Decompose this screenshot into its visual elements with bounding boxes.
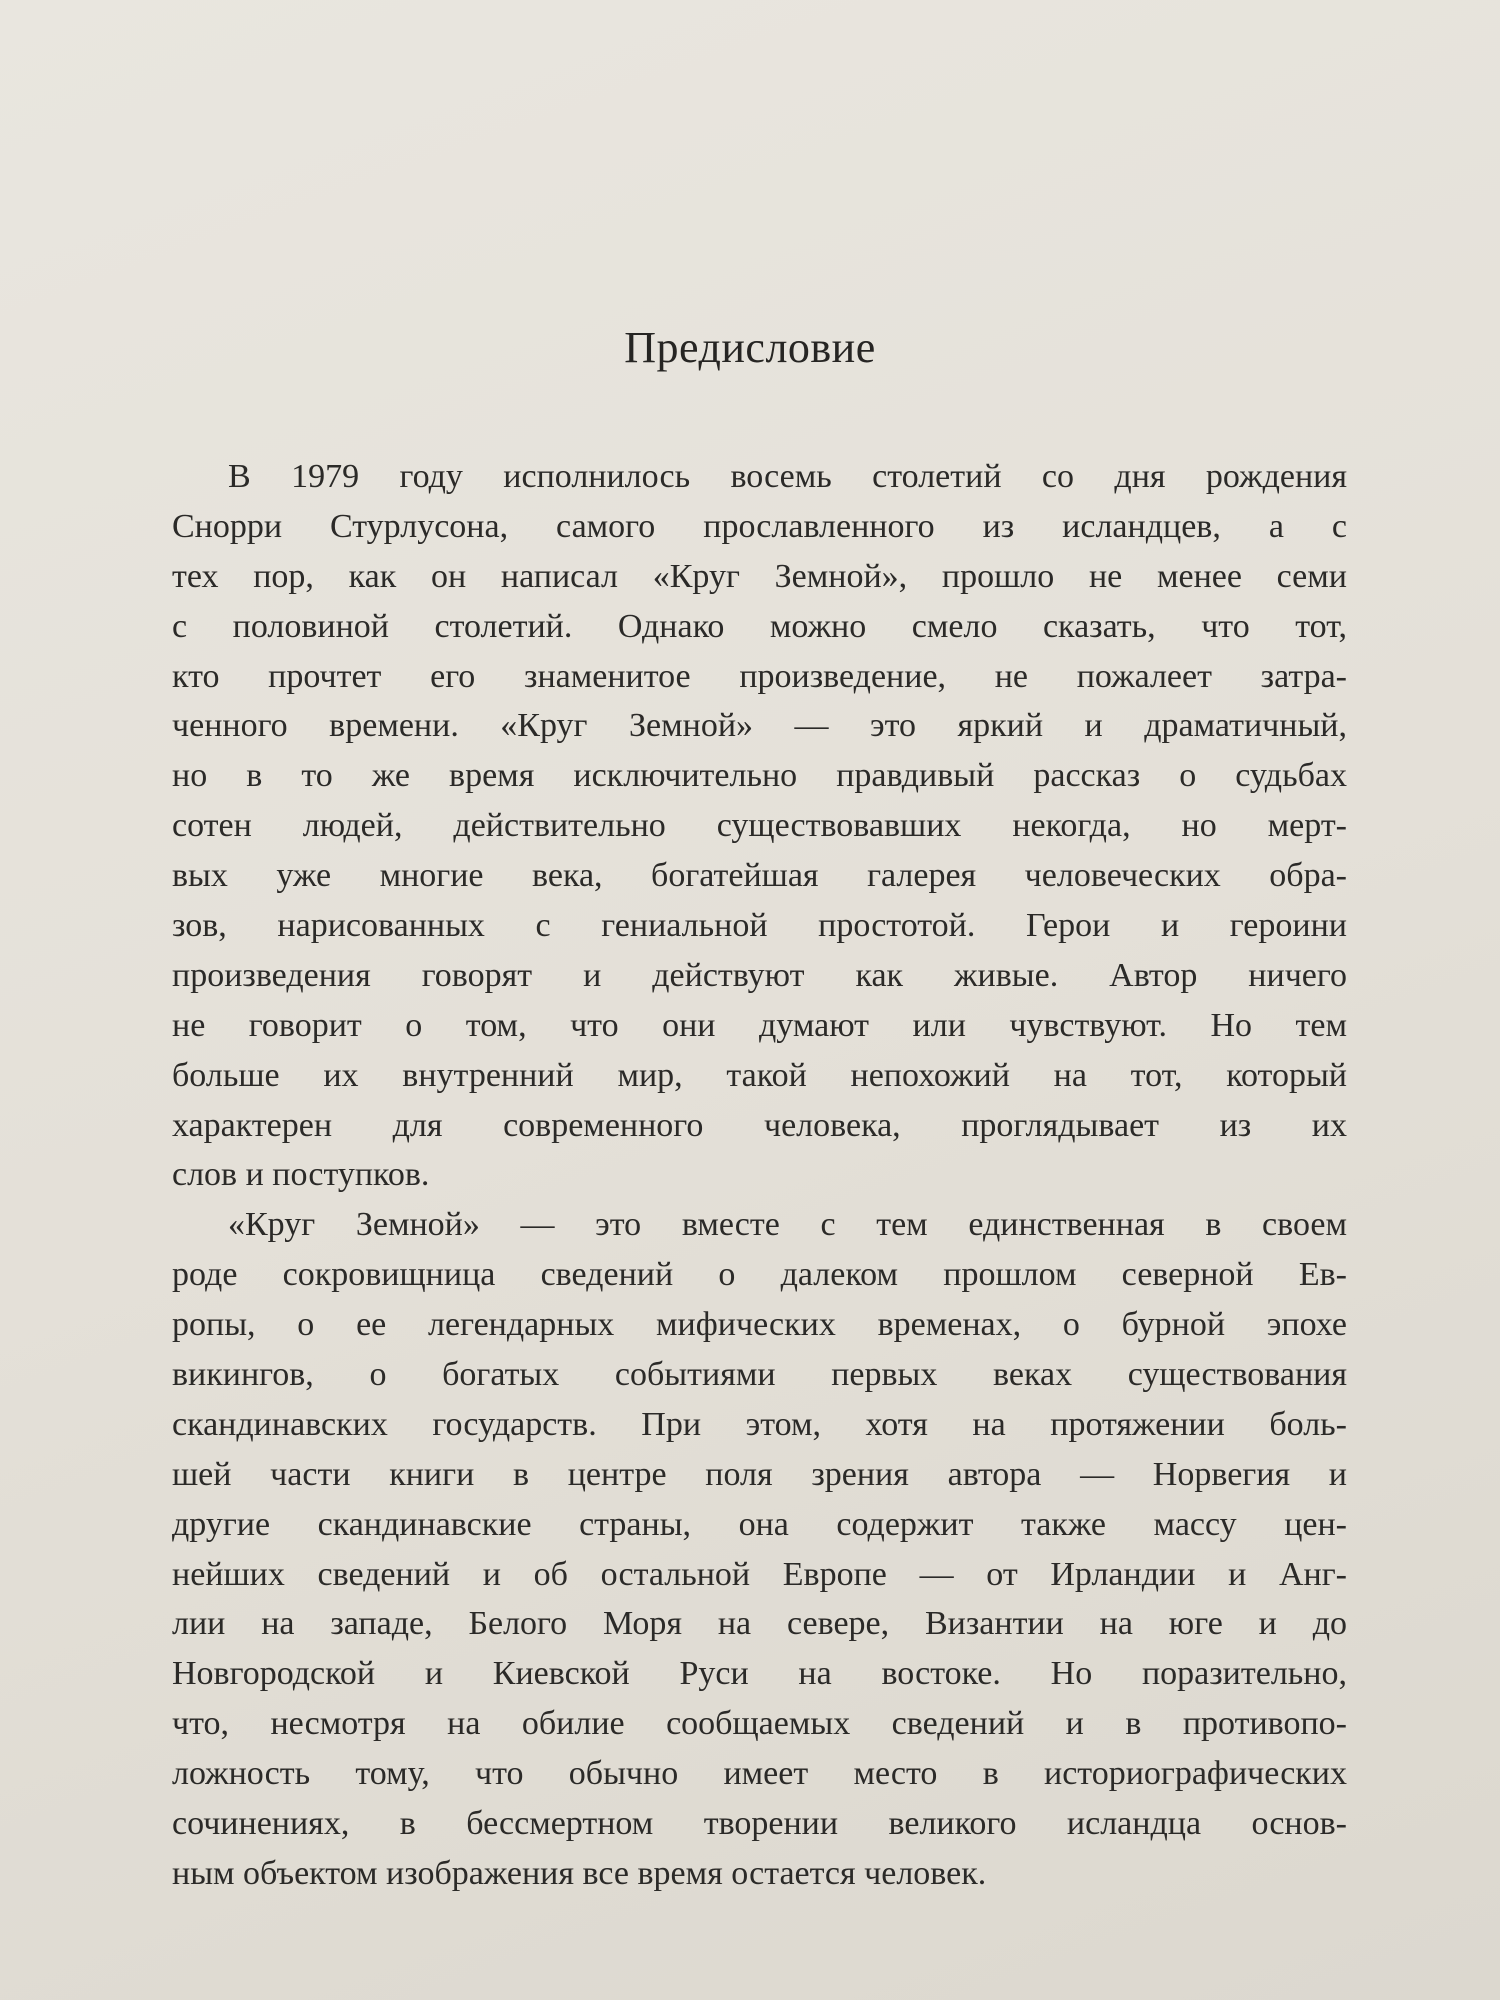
text-line: кто прочтет его знаменитое произведение, не пожалеет затра-: [172, 657, 1347, 695]
text-line: «Круг Земной» — это вместе с тем единственная в своем: [228, 1206, 1347, 1244]
text-line: произведения говорят и действуют как живые. Автор ничего: [172, 956, 1347, 994]
text-line: вых уже многие века, богатейшая галерея человеческих обра-: [172, 857, 1347, 895]
text-line: нейших сведений и об остальной Европе — от Ирландии и Анг-: [172, 1555, 1347, 1593]
text-line: что, несмотря на обилие сообщаемых сведений и в противопо-: [172, 1705, 1347, 1743]
page-title: Предисловие: [624, 323, 876, 372]
body-text: [172, 452, 1347, 1899]
text-line: ным объектом изображения все время остается человек.: [172, 1854, 987, 1892]
text-line: не говорит о том, что они думают или чувствуют. Но тем: [172, 1006, 1347, 1044]
text-line: ложность тому, что обычно имеет место в историографических: [172, 1755, 1347, 1793]
text-line: с половиной столетий. Однако можно смело сказать, что тот,: [172, 607, 1347, 645]
text-line: характерен для современного человека, проглядывает из их: [172, 1106, 1347, 1144]
text-line: но в то же время исключительно правдивый рассказ о судьбах: [172, 757, 1347, 795]
text-line: В 1979 году исполнилось восемь столетий со дня рождения: [228, 458, 1347, 495]
text-line: ропы, о ее легендарных мифических временах, о бурной эпохе: [172, 1306, 1347, 1344]
text-line: Снорри Стурлусона, самого прославленного из исландцев, а с: [172, 507, 1347, 545]
text-line: шей части книги в центре поля зрения автора — Норвегия и: [172, 1455, 1347, 1493]
text-line: больше их внутренний мир, такой непохожий на тот, который: [172, 1056, 1347, 1094]
text-line: другие скандинавские страны, она содержит также массу цен-: [172, 1505, 1347, 1543]
text-line: лии на западе, Белого Моря на севере, Византии на юге и до: [172, 1605, 1347, 1643]
text-line: зов, нарисованных с гениальной простотой. Герои и героини: [172, 907, 1347, 945]
text-line: слов и поступков.: [172, 1156, 430, 1194]
text-line: скандинавских государств. При этом, хотя на протяжении боль-: [172, 1405, 1347, 1443]
text-line: ченного времени. «Круг Земной» — это яркий и драматичный,: [172, 707, 1347, 745]
text-line: викингов, о богатых событиями первых веках существования: [172, 1356, 1347, 1394]
text-line: тех пор, как он написал «Круг Земной», прошло не менее семи: [172, 557, 1347, 595]
text-line: роде сокровищница сведений о далеком прошлом северной Ев-: [172, 1256, 1347, 1294]
text-line: сочинениях, в бессмертном творении великого исландца основ-: [172, 1805, 1347, 1843]
text-line: сотен людей, действительно существовавших некогда, но мерт-: [172, 807, 1347, 845]
text-line: Новгородской и Киевской Руси на востоке. Но поразительно,: [172, 1655, 1347, 1693]
